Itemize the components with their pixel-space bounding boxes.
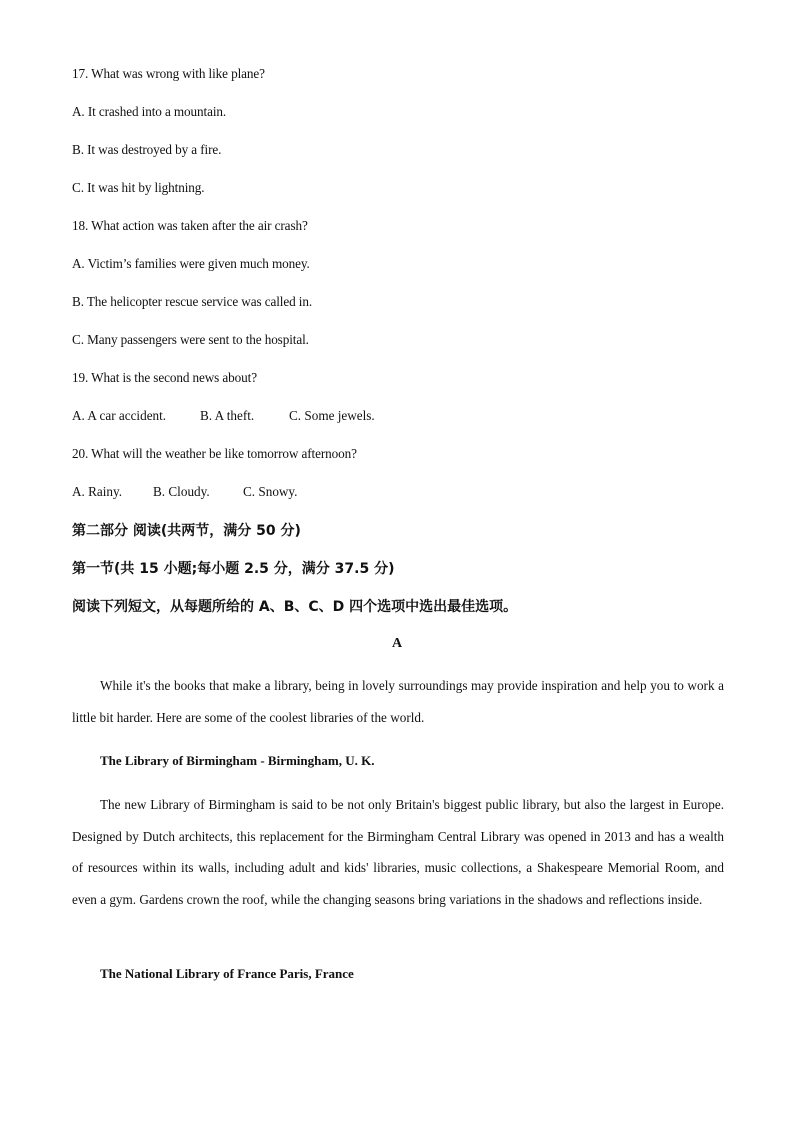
question-17-option-c: C. It was hit by lightning. <box>72 180 205 195</box>
question-18-option-a: A. Victim’s families were given much money. <box>72 256 310 271</box>
question-19-option-b: B. A theft. <box>200 408 255 423</box>
passage-label: A <box>391 636 403 651</box>
question-18-stem: 18. What action was taken after the air crash? <box>72 218 308 233</box>
library-1-text: The new Library of Birmingham is said to be not only Britain's biggest public library, but also the largest in Europe. Designed by Dutch architects, this replacement for the Birmingham Central Library was opened in 2013 and has a wealth of resources within its walls, including adult and kids' libraries, music collections, a Shakespeare Memorial Room, and even a gym. Gardens crown the roof, while the changing seasons bring variations in the shadows and reflections inside. <box>72 797 724 907</box>
question-20-option-c: C. Snowy. <box>243 484 298 499</box>
question-19-option-a: A. A car accident. <box>72 408 167 423</box>
question-20-stem: 20. What will the weather be like tomorrow afternoon? <box>72 446 357 461</box>
question-18-option-b: B. The helicopter rescue service was called in. <box>72 294 313 309</box>
library-1-title: The Library of Birmingham - Birmingham, U. K. <box>100 753 375 768</box>
library-2-title: The National Library of France Paris, France <box>100 966 354 981</box>
question-20-options <box>72 484 297 500</box>
question-17-option-a: A. It crashed into a mountain. <box>72 104 227 119</box>
question-19-options <box>72 408 375 424</box>
question-19-stem: 19. What is the second news about? <box>72 370 257 385</box>
question-17-option-b: B. It was destroyed by a fire. <box>72 142 222 157</box>
section-one-title: 第一节(共 15 小题;每小题 2.5 分，满分 37.5 分) <box>72 561 395 577</box>
question-20-option-b: B. Cloudy. <box>153 484 210 499</box>
question-19-option-c: C. Some jewels. <box>289 408 375 423</box>
question-17-stem: 17. What was wrong with like plane? <box>72 66 265 81</box>
reading-instruction: 阅读下列短文，从每题所给的 A、B、C、D 四个选项中选出最佳选项。 <box>72 599 518 615</box>
question-20-option-a: A. Rainy. <box>72 484 123 499</box>
question-18-option-c: C. Many passengers were sent to the hospital. <box>72 332 309 347</box>
part-two-title: 第二部分 阅读(共两节，满分 50 分) <box>72 523 301 539</box>
passage-intro: While it's the books that make a library, being in lovely surroundings may provide inspiration and help you to work a little bit harder. Here are some of the coolest libraries of the world. <box>72 678 724 725</box>
